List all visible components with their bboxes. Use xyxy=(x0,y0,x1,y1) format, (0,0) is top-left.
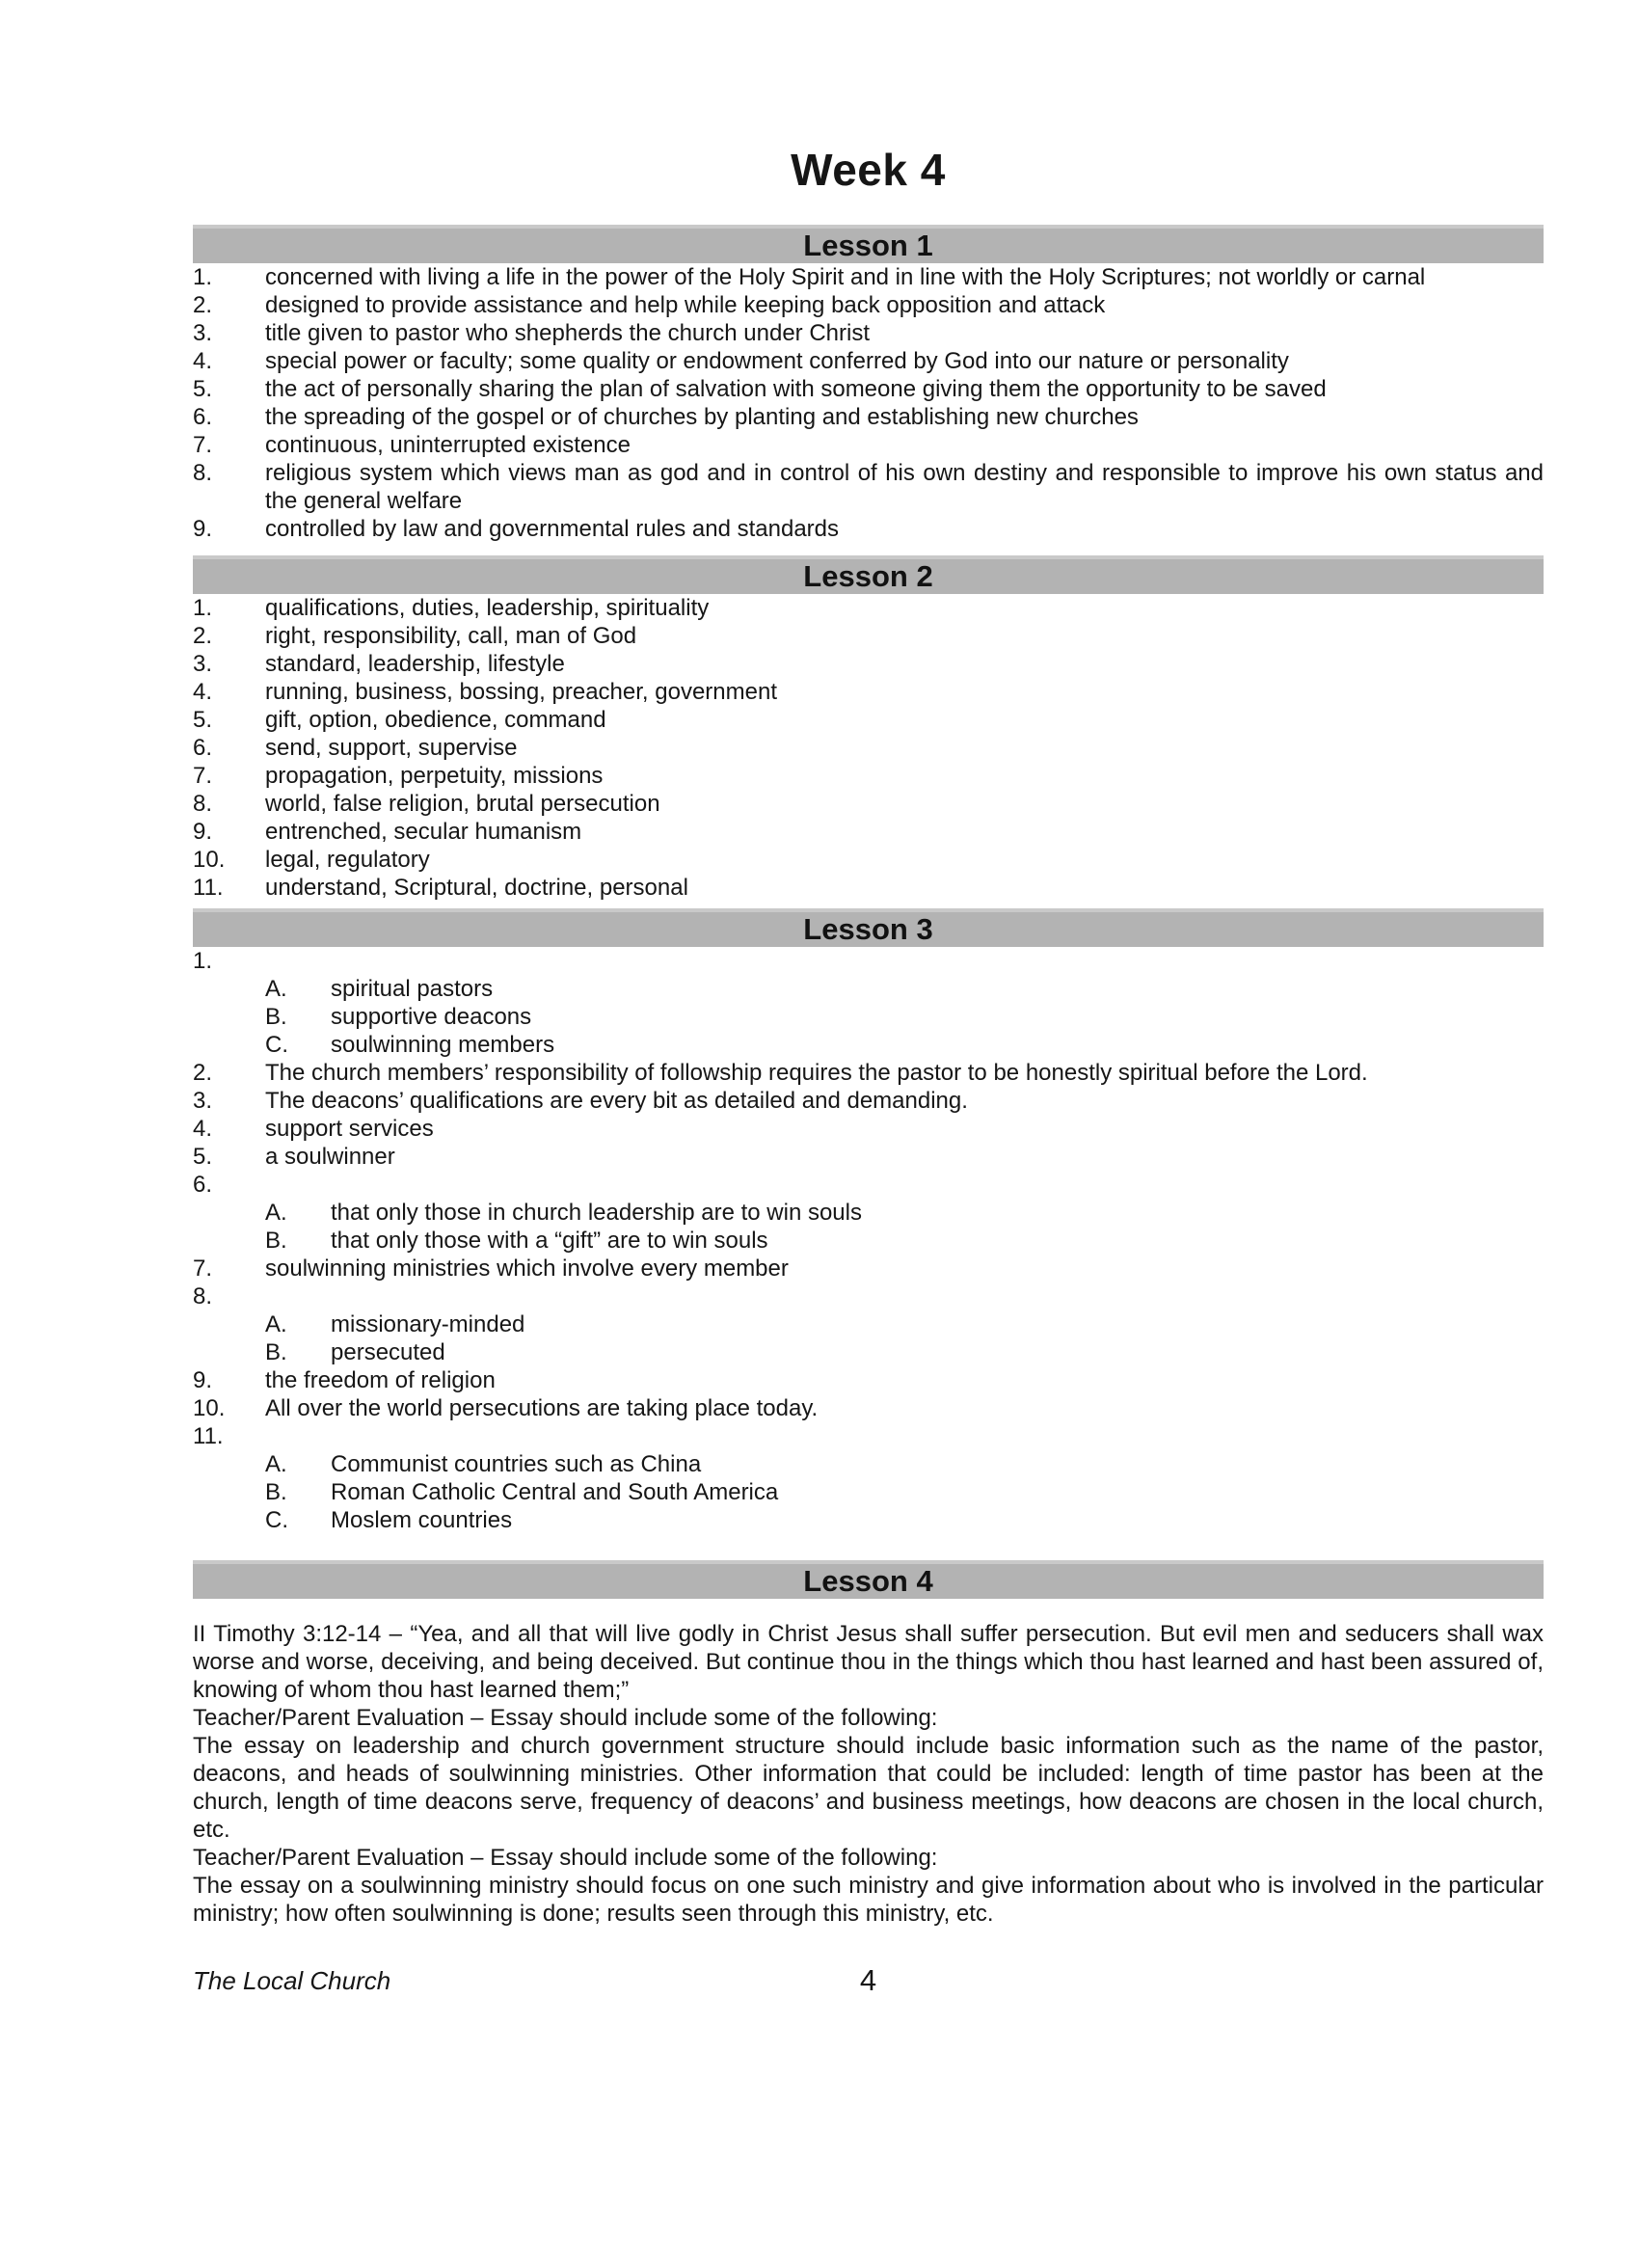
section-heading-lesson-2: Lesson 2 xyxy=(193,555,1544,594)
document-page xyxy=(193,147,1544,1997)
sub-item-text: supportive deacons xyxy=(331,1004,532,1030)
list-item xyxy=(193,762,1544,790)
sub-item-letter: B. xyxy=(265,1228,287,1254)
item-number: 6. xyxy=(193,404,213,430)
item-text: soulwinning ministries which involve every member xyxy=(265,1256,789,1282)
item-number: 1. xyxy=(193,264,213,290)
sub-item-text: persecuted xyxy=(331,1339,445,1365)
list-item xyxy=(193,515,1544,543)
footer-book-title: The Local Church xyxy=(193,1966,391,1995)
list-item xyxy=(193,1422,1544,1450)
sub-item-letter: B. xyxy=(265,1339,287,1365)
item-text: legal, regulatory xyxy=(265,847,430,873)
item-number: 11. xyxy=(193,875,224,901)
list-item xyxy=(193,1171,1544,1199)
paragraph: The essay on a soulwinning ministry should focus on one such ministry and give information about who is involved in the particular ministry; how often soulwinning is done; results seen through this ministry, etc. xyxy=(193,1873,1544,1927)
sub-item-letter: A. xyxy=(265,1311,287,1337)
item-number: 9. xyxy=(193,1367,213,1393)
paragraph: Teacher/Parent Evaluation – Essay should include some of the following: xyxy=(193,1705,938,1731)
item-number: 4. xyxy=(193,348,213,374)
list-item xyxy=(193,947,1544,975)
list-item xyxy=(193,706,1544,734)
section-heading-lesson-3: Lesson 3 xyxy=(193,908,1544,947)
item-number: 3. xyxy=(193,320,213,346)
list-item xyxy=(193,1115,1544,1143)
sub-list-item xyxy=(193,1338,1544,1366)
list-item xyxy=(193,1087,1544,1115)
sub-list-item xyxy=(193,1450,1544,1478)
item-text: the act of personally sharing the plan of salvation with someone giving them the opportunity to be saved xyxy=(265,376,1327,402)
list-item xyxy=(193,375,1544,403)
list-item xyxy=(193,1394,1544,1422)
item-text: running, business, bossing, preacher, government xyxy=(265,679,777,705)
item-number: 8. xyxy=(193,1283,213,1310)
item-text: a soulwinner xyxy=(265,1144,395,1170)
item-text: title given to pastor who shepherds the church under Christ xyxy=(265,320,871,346)
item-number: 5. xyxy=(193,376,213,402)
item-number: 6. xyxy=(193,735,213,761)
item-number: 2. xyxy=(193,292,213,318)
sub-item-text: that only those in church leadership are to win souls xyxy=(331,1200,862,1226)
list-item xyxy=(193,291,1544,319)
item-text: concerned with living a life in the power of the Holy Spirit and in line with the Holy Scriptures; not worldly or carnal xyxy=(265,264,1426,290)
item-number: 4. xyxy=(193,1116,213,1142)
item-number: 10. xyxy=(193,1395,226,1421)
sub-item-text: Communist countries such as China xyxy=(331,1451,702,1477)
paragraph: Teacher/Parent Evaluation – Essay should include some of the following: xyxy=(193,1845,938,1871)
item-text xyxy=(265,1171,1544,1199)
item-number: 3. xyxy=(193,651,213,677)
section-heading-lesson-1: Lesson 1 xyxy=(193,225,1544,263)
list-item xyxy=(193,431,1544,459)
item-text: standard, leadership, lifestyle xyxy=(265,651,565,677)
sub-list-item xyxy=(193,1031,1544,1059)
page-footer xyxy=(193,1964,1544,1997)
item-text: right, responsibility, call, man of God xyxy=(265,623,637,649)
item-number: 1. xyxy=(193,948,213,974)
list-item xyxy=(193,678,1544,706)
item-text: continuous, uninterrupted existence xyxy=(265,432,631,458)
sub-item-letter: B. xyxy=(265,1004,287,1030)
sub-item-letter: A. xyxy=(265,1200,287,1226)
item-number: 2. xyxy=(193,623,213,649)
item-text xyxy=(265,1422,1544,1450)
list-item xyxy=(193,650,1544,678)
sub-item-text: Moslem countries xyxy=(331,1507,513,1533)
item-text: send, support, supervise xyxy=(265,735,518,761)
sub-item-text: that only those with a “gift” are to win souls xyxy=(331,1228,768,1254)
item-text: designed to provide assistance and help while keeping back opposition and attack xyxy=(265,292,1106,318)
page-title: Week 4 xyxy=(791,145,946,195)
sub-item-letter: A. xyxy=(265,976,287,1002)
sub-item-letter: B. xyxy=(265,1479,287,1505)
list-item xyxy=(193,790,1544,818)
item-text: the spreading of the gospel or of churches by planting and establishing new churches xyxy=(265,404,1139,430)
item-number: 4. xyxy=(193,679,213,705)
item-number: 9. xyxy=(193,819,213,845)
item-text: religious system which views man as god and in control of his own destiny and responsible to improve his own status and the general welfare xyxy=(265,460,1544,514)
list-item xyxy=(193,1255,1544,1282)
list-item xyxy=(193,874,1544,902)
item-text: controlled by law and governmental rules and standards xyxy=(265,516,840,542)
sub-item-letter: C. xyxy=(265,1507,288,1533)
sub-list-item xyxy=(193,975,1544,1003)
list-item xyxy=(193,459,1544,515)
item-text: entrenched, secular humanism xyxy=(265,819,582,845)
list-item xyxy=(193,1282,1544,1310)
item-number: 11. xyxy=(193,1423,224,1449)
paragraph: The essay on leadership and church government structure should include basic information such as the name of the pastor, deacons, and heads of soulwinning ministries. Other information that could be included: length of time pastor has been at the church, length of time deacons serve, frequency of deacons’ and business meetings, how deacons are chosen in the local church, etc. xyxy=(193,1733,1544,1843)
item-number: 10. xyxy=(193,847,226,873)
list-item xyxy=(193,1143,1544,1171)
sub-list-item xyxy=(193,1478,1544,1506)
list-item xyxy=(193,846,1544,874)
item-number: 7. xyxy=(193,432,213,458)
item-number: 2. xyxy=(193,1060,213,1086)
item-text: propagation, perpetuity, missions xyxy=(265,763,604,789)
item-text: support services xyxy=(265,1116,434,1142)
item-number: 7. xyxy=(193,1256,213,1282)
item-text: The deacons’ qualifications are every bit as detailed and demanding. xyxy=(265,1088,968,1114)
item-number: 8. xyxy=(193,791,213,817)
item-number: 8. xyxy=(193,460,213,486)
paragraph: II Timothy 3:12-14 – “Yea, and all that will live godly in Christ Jesus shall suffer persecution. But evil men and seducers shall wax worse and worse, deceiving, and being deceived. But continue thou in the things which thou hast learned and hast been assured of, knowing of whom thou hast learned them;” xyxy=(193,1621,1544,1703)
item-number: 9. xyxy=(193,516,213,542)
sub-list-item xyxy=(193,1227,1544,1255)
item-text: All over the world persecutions are taking place today. xyxy=(265,1395,819,1421)
item-text xyxy=(265,1282,1544,1310)
list-item xyxy=(193,734,1544,762)
item-text: The church members’ responsibility of followship requires the pastor to be honestly spiritual before the Lord. xyxy=(265,1060,1368,1086)
item-number: 1. xyxy=(193,595,213,621)
list-item xyxy=(193,319,1544,347)
section-heading-lesson-4: Lesson 4 xyxy=(193,1560,1544,1599)
list-item xyxy=(193,1366,1544,1394)
sub-item-text: Roman Catholic Central and South America xyxy=(331,1479,779,1505)
sub-item-text: missionary-minded xyxy=(331,1311,525,1337)
list-item xyxy=(193,818,1544,846)
sub-item-letter: A. xyxy=(265,1451,287,1477)
sub-item-letter: C. xyxy=(265,1032,288,1058)
sections-container xyxy=(193,225,1544,1928)
item-text: gift, option, obedience, command xyxy=(265,707,606,733)
item-text: special power or faculty; some quality or endowment conferred by God into our nature or personality xyxy=(265,348,1289,374)
list-item xyxy=(193,1059,1544,1087)
item-number: 6. xyxy=(193,1172,213,1198)
list-item xyxy=(193,594,1544,622)
sub-list-item xyxy=(193,1199,1544,1227)
item-text xyxy=(265,947,1544,975)
list-item xyxy=(193,622,1544,650)
item-text: qualifications, duties, leadership, spirituality xyxy=(265,595,710,621)
item-number: 5. xyxy=(193,707,213,733)
sub-list-item xyxy=(193,1310,1544,1338)
footer-page-number: 4 xyxy=(859,1963,877,1997)
sub-list-item xyxy=(193,1003,1544,1031)
list-item xyxy=(193,263,1544,291)
sub-item-text: soulwinning members xyxy=(331,1032,555,1058)
sub-item-text: spiritual pastors xyxy=(331,976,494,1002)
item-text: understand, Scriptural, doctrine, personal xyxy=(265,875,688,901)
item-number: 3. xyxy=(193,1088,213,1114)
paragraph-block xyxy=(193,1620,1544,1928)
list-item xyxy=(193,347,1544,375)
sub-list-item xyxy=(193,1506,1544,1534)
item-text: world, false religion, brutal persecution xyxy=(265,791,660,817)
item-text: the freedom of religion xyxy=(265,1367,496,1393)
item-number: 5. xyxy=(193,1144,213,1170)
list-item xyxy=(193,403,1544,431)
item-number: 7. xyxy=(193,763,213,789)
